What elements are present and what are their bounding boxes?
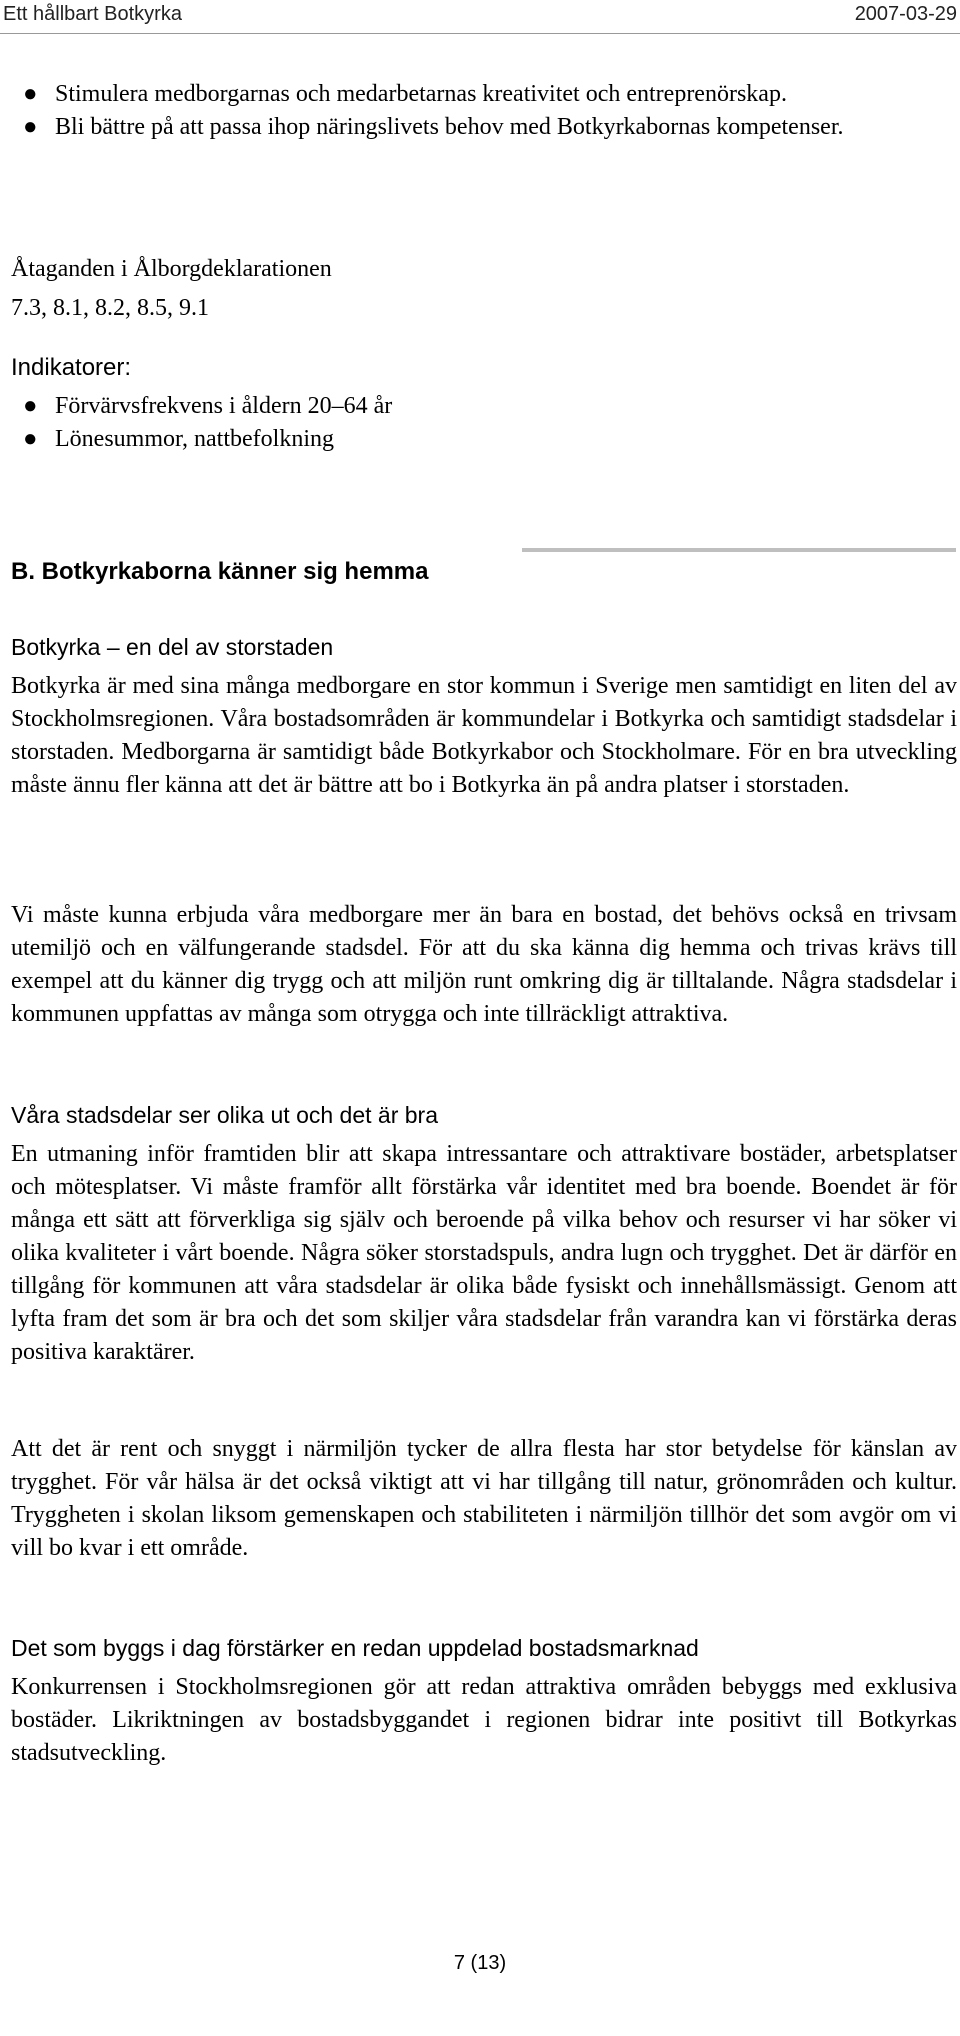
indicators-list-block <box>11 390 957 456</box>
indicators-heading: Indikatorer: <box>11 354 132 381</box>
document-title: Ett hållbart Botkyrka <box>3 3 182 25</box>
paragraph: Konkurrensen i Stockholmsregionen gör att redan attraktiva områden bebyggs med exklusiva bostäder. Likriktningen av bostadsbyggandet i regionen bidrar inte positivt till Botkyrkas stadsutveckling. <box>11 1674 957 1766</box>
commitments-value: 7.3, 8.1, 8.2, 8.5, 9.1 <box>11 295 209 321</box>
bullet-icon: ● <box>23 426 38 452</box>
section-title: B. Botkyrkaborna känner sig hemma <box>11 558 429 585</box>
subheading-bostadsmarknad: Det som byggs i dag förstärker en redan uppdelad bostadsmarknad <box>11 1635 699 1661</box>
page-header <box>0 0 960 34</box>
goals-list-block <box>11 78 957 144</box>
paragraph: En utmaning inför framtiden blir att skapa intressantare och attraktivare bostäder, arbetsplatser och mötesplatser. Vi måste framför allt förstärka vår identitet med bra boende. Boendet är för många ett sätt att förverkliga sig själv och beroende på vilka behov och resurser vi har söker vi olika kvaliteter i vårt boende. Några söker storstadspuls, andra lugn och trygghet. Det är därför en tillgång för kommunen att våra stadsdelar är olika både fysiskt och innehållsmässigt. Genom att lyfta fram det som är bra och det som skiljer våra stadsdelar från varandra kan vi förstärka deras positiva karaktärer. <box>11 1141 957 1365</box>
paragraph: Botkyrka är med sina många medborgare en stor kommun i Sverige men samtidigt en liten del av Stockholmsregionen. Våra bostadsområden är kommundelar i Botkyrka och samtidigt stadsdelar i storstaden. Medborgarna är samtidigt både Botkyrkabor och Stockholmare. För en bra utveckling måste ännu fler känna att det är bättre att bo i Botkyrka än på andra platser i storstaden. <box>11 673 957 798</box>
section-divider <box>522 548 956 552</box>
bullet-icon: ● <box>23 393 38 419</box>
list-item: ● Bli bättre på att passa ihop näringslivets behov med Botkyrkabornas kompetenser. <box>11 111 957 144</box>
commitments-heading: Åtaganden i Ålborgdeklarationen <box>11 256 332 282</box>
indicators-list <box>11 390 957 456</box>
bullet-icon: ● <box>23 81 38 107</box>
list-item: ● Lönesummor, nattbefolkning <box>11 423 957 456</box>
document-date: 2007-03-29 <box>854 3 957 25</box>
header-rule <box>0 33 960 34</box>
goals-list <box>11 78 957 144</box>
list-item: ● Stimulera medborgarnas och medarbetarnas kreativitet och entreprenörskap. <box>11 78 957 111</box>
subheading-storstaden: Botkyrka – en del av storstaden <box>11 634 334 660</box>
paragraph: Att det är rent och snyggt i närmiljön tycker de allra flesta har stor betydelse för känslan av trygghet. För vår hälsa är det också viktigt att vi har tillgång till natur, grönområden och kultur. Tryggheten i skolan liksom gemenskapen och stabiliteten i närmiljön tillhör det som avgör om vi vill bo kvar i ett område. <box>11 1436 957 1561</box>
page-number: 7 (13) <box>453 1952 507 1974</box>
list-item: ● Förvärvsfrekvens i åldern 20–64 år <box>11 390 957 423</box>
paragraph: Vi måste kunna erbjuda våra medborgare mer än bara en bostad, det behövs också en trivsam utemiljö och en välfungerande stadsdel. För att du ska känna dig hemma och trivas krävs till exempel att du känner dig trygg och att miljön runt omkring dig är tilltalande. Några stadsdelar i kommunen uppfattas av många som otrygga och inte tillräckligt attraktiva. <box>11 902 957 1027</box>
subheading-stadsdelar: Våra stadsdelar ser olika ut och det är bra <box>11 1102 439 1128</box>
bullet-icon: ● <box>23 114 38 140</box>
